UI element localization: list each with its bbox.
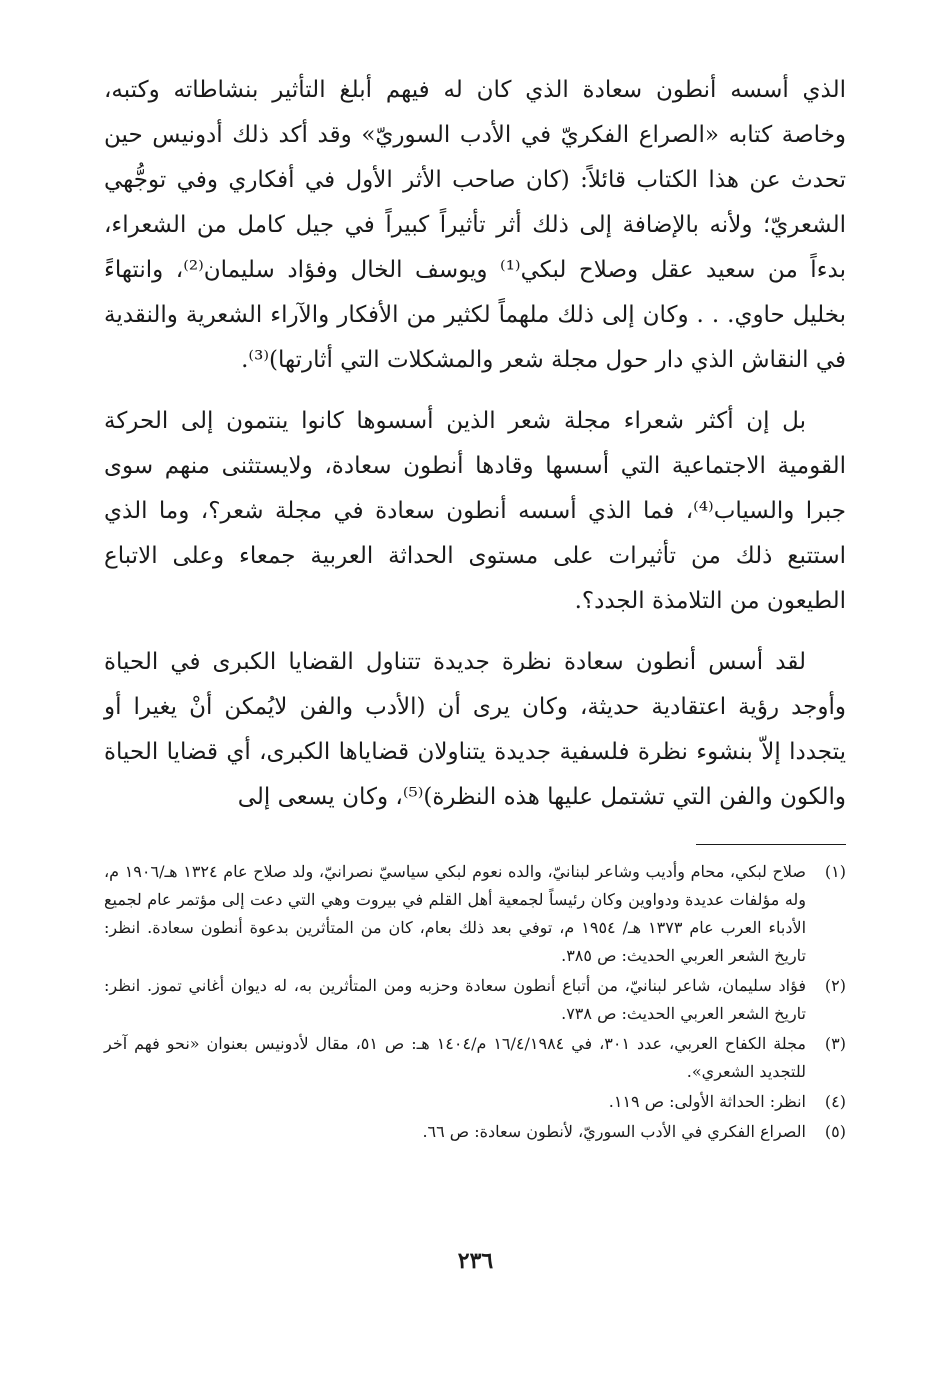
page-number: ٢٣٦ xyxy=(457,1248,494,1274)
main-text xyxy=(104,68,846,836)
footnote-5 xyxy=(104,1118,846,1146)
footnote-number: (٥) xyxy=(824,1122,846,1141)
footnote-divider xyxy=(696,844,846,845)
footnote-4 xyxy=(104,1088,846,1116)
footnote-number: (١) xyxy=(824,862,846,881)
footnote-number: (٤) xyxy=(824,1092,846,1111)
footnote-number: (٢) xyxy=(824,976,846,995)
body-paragraph-3: لقد أسس أنطون سعادة نظرة جديدة تتناول القضايا الكبرى في الحياة وأوجد رؤية اعتقادية حديثة، وكان يرى أن (الأدب والفن لايُمكن أنْ يغيرا أو يتجددا إلاّ بنشوء نظرة فلسفية جديدة يتناولان قضاياها الكبرى، أي قضايا الحياة والكون والفن التي تشتمل عليها هذه النظرة)⁽⁵⁾، وكان يسعى إلى xyxy=(104,649,846,810)
footnote-number: (٣) xyxy=(824,1034,846,1053)
body-paragraph-1: الذي أسسه أنطون سعادة الذي كان له فيهم أبلغ التأثير بنشاطاته وكتبه، وخاصة كتابه «الصراع الفكريّ في الأدب السوريّ» وقد أكد ذلك أدونيس حين تحدث عن هذا الكتاب قائلاً: (كان صاحب الأثر الأول في أفكاري وفي توجُّهي الشعريّ؛ ولأنه بالإضافة إلى ذلك أثر تأثيراً كبيراً في جيل كامل من الشعراء، بدءاً من سعيد عقل وصلاح لبكي⁽¹⁾ ويوسف الخال وفؤاد سليمان⁽²⁾، وانتهاءً بخليل حاوي. . . وكان إلى ذلك ملهماً لكثير من الأفكار والآراء الشعرية والنقدية في النقاش الذي دار حول مجلة شعر والمشكلات التي أثارتها)⁽³⁾. xyxy=(104,77,846,373)
footnote-text: الصراع الفكري في الأدب السوريّ، لأنطون سعادة: ص ٦٦. xyxy=(422,1122,806,1141)
footnote-text: فؤاد سليمان، شاعر لبنانيّ، من أتباع أنطون سعادة وحزبه ومن المتأثرين به، له ديوان أغاني تموز. انظر: تاريخ الشعر العربي الحديث: ص ٧٣٨. xyxy=(104,976,806,1023)
footnote-1 xyxy=(104,858,846,970)
footnote-text: انظر: الحداثة الأولى: ص ١١٩. xyxy=(608,1092,806,1111)
body-paragraph-2: بل إن أكثر شعراء مجلة شعر الذين أسسوها كانوا ينتمون إلى الحركة القومية الاجتماعية التي أسسها وقادها أنطون سعادة، ولايستثنى منهم سوى جبرا والسياب⁽⁴⁾، فما الذي أسسه أنطون سعادة في مجلة شعر؟، وما الذي استتبع ذلك من تأثيرات على مستوى الحداثة العربية جمعاء وعلى الاتباع الطيعون من التلامذة الجدد؟. xyxy=(104,408,847,614)
footnote-text: مجلة الكفاح العربي، عدد ٣٠١، في ١٦/٤/١٩٨٤ م/١٤٠٤ هـ: ص ٥١، مقال لأدونيس بعنوان «نحو فهم آخر للتجديد الشعري». xyxy=(104,1034,806,1081)
footnote-2 xyxy=(104,972,846,1028)
footnote-text: صلاح لبكي، محام وأديب وشاعر لبنانيّ، والده نعوم لبكي سياسيّ نصرانيّ، ولد صلاح عام ١٣٢٤ هـ/١٩٠٦ م، وله مؤلفات عديدة ودواوين وكان رئيساً لجمعية أهل القلم في بيروت وهي التي دعت إلى مؤتمر عام لجميع الأدباء العرب عام ١٣٧٣ هـ/ ١٩٥٤ م، توفي بعد ذلك بعام، كان من المتأثرين بدعوة أنطون سعادة. انظر: تاريخ الشعر العربي الحديث: ص ٣٨٥. xyxy=(104,862,807,965)
footnotes-section xyxy=(104,858,846,1148)
footnote-3 xyxy=(104,1030,846,1086)
